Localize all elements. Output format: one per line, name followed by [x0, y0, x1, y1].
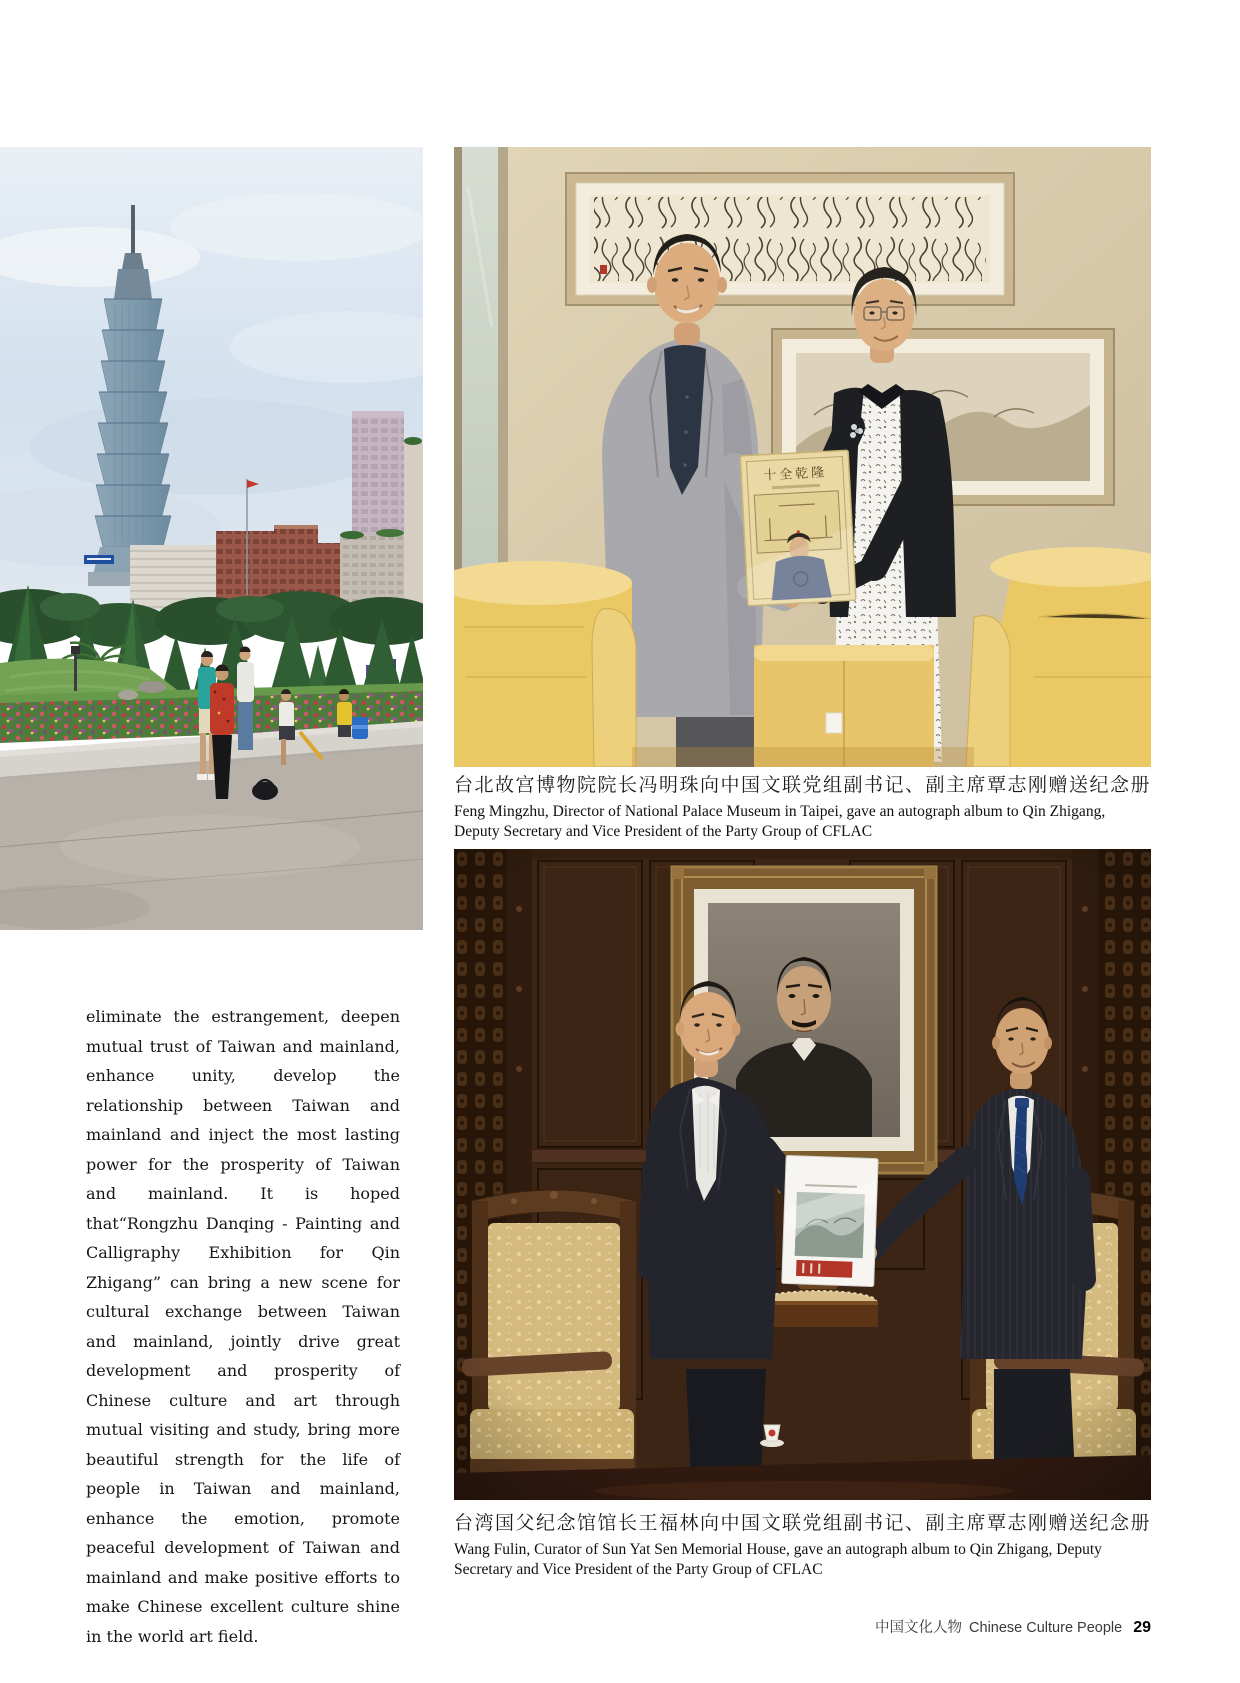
photo1-caption-chinese: 台北故宫博物院院长冯明珠向中国文联党组副书记、副主席覃志刚赠送纪念册	[454, 775, 1152, 796]
vignette-overlay	[454, 849, 1151, 1500]
photo2-caption-english: Wang Fulin, Curator of Sun Yat Sen Memorial House, gave an autograph album to Qin Zhigang, Deputy Secretary and Vice President of the Party Group of CFLAC	[454, 1541, 1102, 1578]
photo1-caption	[454, 770, 1154, 842]
album-title-text: 十全乾隆	[762, 464, 828, 483]
journal-name-chinese: 中国文化人物	[875, 1620, 963, 1636]
photo2-caption	[454, 1508, 1154, 1580]
taipei-101-park-photo	[0, 147, 423, 930]
palace-museum-presentation-photo	[454, 147, 1151, 767]
sun-yat-sen-memorial-photo	[454, 849, 1151, 1500]
gift-album	[740, 450, 856, 605]
taipei-101-illustration	[0, 147, 423, 930]
calligraphy-frame	[566, 173, 1014, 305]
page-footer	[875, 1616, 1151, 1637]
page-number: 29	[1133, 1619, 1151, 1636]
journal-name-english: Chinese Culture People	[969, 1620, 1123, 1636]
memorial-illustration	[454, 849, 1151, 1500]
photo2-caption-chinese: 台湾国父纪念馆馆长王福林向中国文联党组副书记、副主席覃志刚赠送纪念册	[454, 1513, 1152, 1534]
presentation-illustration	[454, 147, 1151, 767]
article-body-text: eliminate the estrangement, deepen mutual trust of Taiwan and mainland, enhance unity, develop the relationship between Taiwan and mainland and inject the most lasting power for the prosperity of Taiwan and mainland. It is hoped that“Rongzhu Danqing - Painting and Calligraphy Exhibition for Qin Zhigang” can bring a new scene for cultural exchange between Taiwan and mainland, jointly drive great development and prosperity of Chinese culture and art through mutual visiting and study, bring more beautiful strength for the life of people in Taiwan and mainland, enhance the emotion, promote peaceful development of Taiwan and mainland and make positive efforts to make Chinese excellent culture shine in the world art field.	[86, 1007, 400, 1646]
photo1-caption-english: Feng Mingzhu, Director of National Palace Museum in Taipei, gave an autograph album to Qin Zhigang, Deputy Secretary and Vice President of the Party Group of CFLAC	[454, 803, 1106, 840]
